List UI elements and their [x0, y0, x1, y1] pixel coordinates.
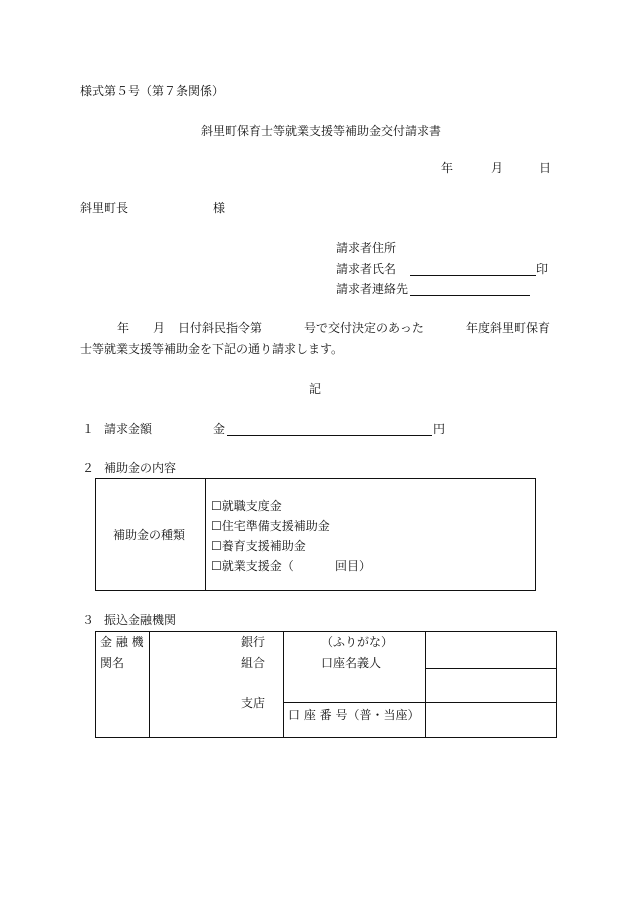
claimant-name-label: 請求者氏名: [336, 262, 397, 276]
section2-label: 補助金の内容: [104, 461, 177, 475]
amount-suffix: 円: [433, 422, 446, 436]
date-year: 年: [441, 161, 454, 175]
page-title: 斜里町保育士等就業支援等補助金交付請求書: [201, 124, 442, 138]
addressee-honorific: 様: [213, 201, 226, 215]
subsidy-table-divider: [205, 478, 206, 591]
account-holder-label: 口座名義人: [321, 656, 382, 670]
bank-table-col1: [149, 631, 150, 738]
branch-suffix: 支店: [241, 696, 266, 710]
seal-mark: 印: [536, 262, 549, 276]
option-housing-support: ☐住宅準備支援補助金: [211, 519, 330, 533]
section2-number: ２: [82, 461, 95, 475]
option-work-support-suffix: 回目）: [335, 559, 372, 573]
option-employment-prep: ☐就職支度金: [211, 499, 282, 513]
amount-line: [227, 435, 432, 436]
body-number-suffix: 号で交付決定のあった: [304, 321, 424, 335]
furigana-label: （ふりがな）: [321, 635, 394, 649]
claimant-contact-line: [410, 295, 530, 296]
body-line2: 士等就業支援等補助金を下記の通り請求します。: [80, 342, 344, 356]
form-number: 様式第５号（第７条関係）: [80, 84, 225, 98]
ki-marker: 記: [309, 382, 322, 396]
bank-table-col3: [425, 631, 426, 738]
bank-table-col2: [283, 631, 284, 738]
body-date-ref: 日付斜民指令第: [178, 321, 263, 335]
section3-number: ３: [82, 613, 95, 627]
union-suffix: 組合: [241, 656, 266, 670]
section1-label: 請求金額: [104, 422, 153, 436]
body-year: 年: [117, 321, 130, 335]
option-work-support-prefix: ☐就業支援金（: [211, 559, 294, 573]
claimant-address-label: 請求者住所: [336, 241, 397, 255]
bank-table-row-b: [283, 702, 557, 703]
date-month: 月: [491, 161, 504, 175]
addressee-name: 斜里町長: [80, 201, 129, 215]
option-childcare-support: ☐養育支援補助金: [211, 539, 306, 553]
account-number-label: 口 座 番 号（普・当座）: [288, 708, 420, 722]
body-month: 月: [153, 321, 166, 335]
claimant-contact-label: 請求者連絡先: [336, 282, 409, 296]
bank-table-row-a: [425, 668, 557, 669]
institution-label-line1: 金 融 機: [100, 635, 144, 649]
date-day: 日: [539, 161, 552, 175]
subsidy-type-label: 補助金の種類: [113, 528, 186, 542]
section1-number: １: [82, 422, 95, 436]
institution-label-line2: 関名: [100, 656, 125, 670]
body-fiscal-year: 年度斜里町保育: [466, 321, 551, 335]
claimant-name-line: [410, 275, 536, 276]
amount-prefix: 金: [213, 422, 226, 436]
section3-label: 振込金融機関: [104, 613, 177, 627]
bank-suffix: 銀行: [241, 635, 266, 649]
